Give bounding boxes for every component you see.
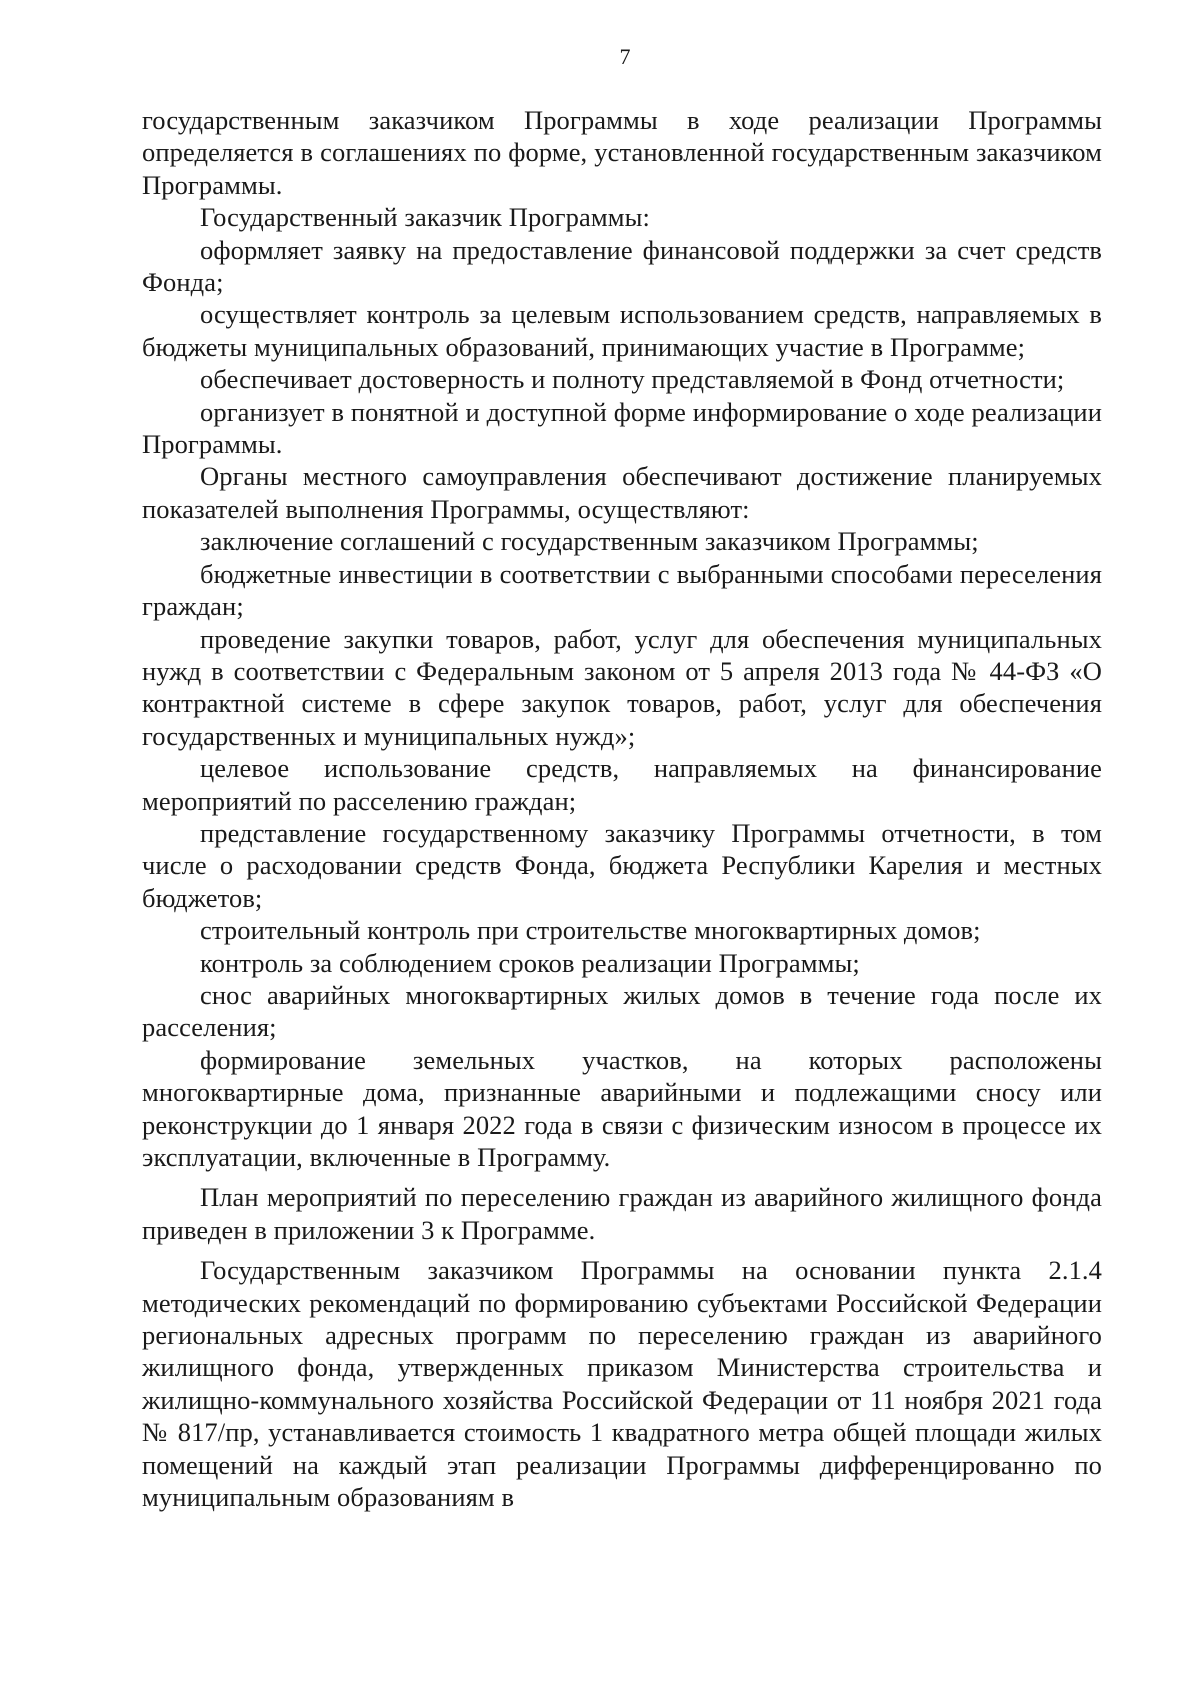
paragraph-control: осуществляет контроль за целевым использованием средств, направляемых в бюджеты муниципальных образований, принимающих участие в Программе; xyxy=(142,299,1102,362)
paragraph-targeted-use: целевое использование средств, направляемых на финансирование мероприятий по расселению граждан; xyxy=(142,753,1102,816)
paragraph-deadlines: контроль за соблюдением сроков реализации Программы; xyxy=(200,947,860,978)
paragraph-local-authorities: Органы местного самоуправления обеспечивают достижение планируемых показателей выполнения Программы, осуществляют: xyxy=(142,461,1102,524)
paragraph-reporting: представление государственному заказчику Программы отчетности, в том числе о расходовании средств Фонда, бюджета Республики Карелия и местных бюджетов; xyxy=(142,817,1102,913)
paragraph-reliability: обеспечивает достоверность и полноту представляемой в Фонд отчетности; xyxy=(200,364,1065,395)
paragraph-demolition: снос аварийных многоквартирных жилых домов в течение года после их расселения; xyxy=(142,979,1102,1043)
paragraph-construction-control: строительный контроль при строительстве многоквартирных домов; xyxy=(200,915,981,946)
document-body xyxy=(142,104,1102,1513)
paragraph-agreements: заключение соглашений с государственным заказчиком Программы; xyxy=(200,526,979,557)
paragraph-informing: организует в понятной и доступной форме информирование о ходе реализации Программы. xyxy=(142,396,1102,460)
paragraph-continuation: государственным заказчиком Программы в ходе реализации Программы определяется в соглашениях по форме, установленной государственным заказчиком Программы. xyxy=(142,105,1102,200)
paragraph-procurement: проведение закупки товаров, работ, услуг для обеспечения муниципальных нужд в соответствии с Федеральным законом от 5 апреля 2013 года № 44-ФЗ «О контрактной системе в сфере закупок товаров, работ, услуг для обеспечения государственных и муниципальных нужд»; xyxy=(142,623,1102,751)
paragraph-investments: бюджетные инвестиции в соответствии с выбранными способами переселения граждан; xyxy=(142,558,1102,622)
paragraph-land-plots: формирование земельных участков, на которых расположены многоквартирные дома, признанные аварийными и подлежащими сносу или реконструкции до 1 января 2022 года в связи с физическим износом в процессе их эксплуатации, включенные в Программу. xyxy=(142,1044,1102,1172)
page-number: 7 xyxy=(619,44,631,69)
paragraph-cost-per-meter: Государственным заказчиком Программы на основании пункта 2.1.4 методических рекомендаций по формированию субъектами Российской Федерации региональных адресных программ по переселению граждан из аварийного жилищного фонда, утвержденных приказом Министерства строительства и жилищно-коммунального хозяйства Российской Федерации от 11 ноября 2021 года № 817/пр, устанавливается стоимость 1 квадратного метра общей площади жилых помещений на каждый этап реализации Программы дифференцированно по муниципальным образованиям в xyxy=(142,1255,1102,1513)
paragraph-application: оформляет заявку на предоставление финансовой поддержки за счет средств Фонда; xyxy=(142,234,1102,298)
paragraph-plan: План мероприятий по переселению граждан из аварийного жилищного фонда приведен в приложении 3 к Программе. xyxy=(142,1182,1102,1245)
paragraph-customer-heading: Государственный заказчик Программы: xyxy=(200,202,650,233)
